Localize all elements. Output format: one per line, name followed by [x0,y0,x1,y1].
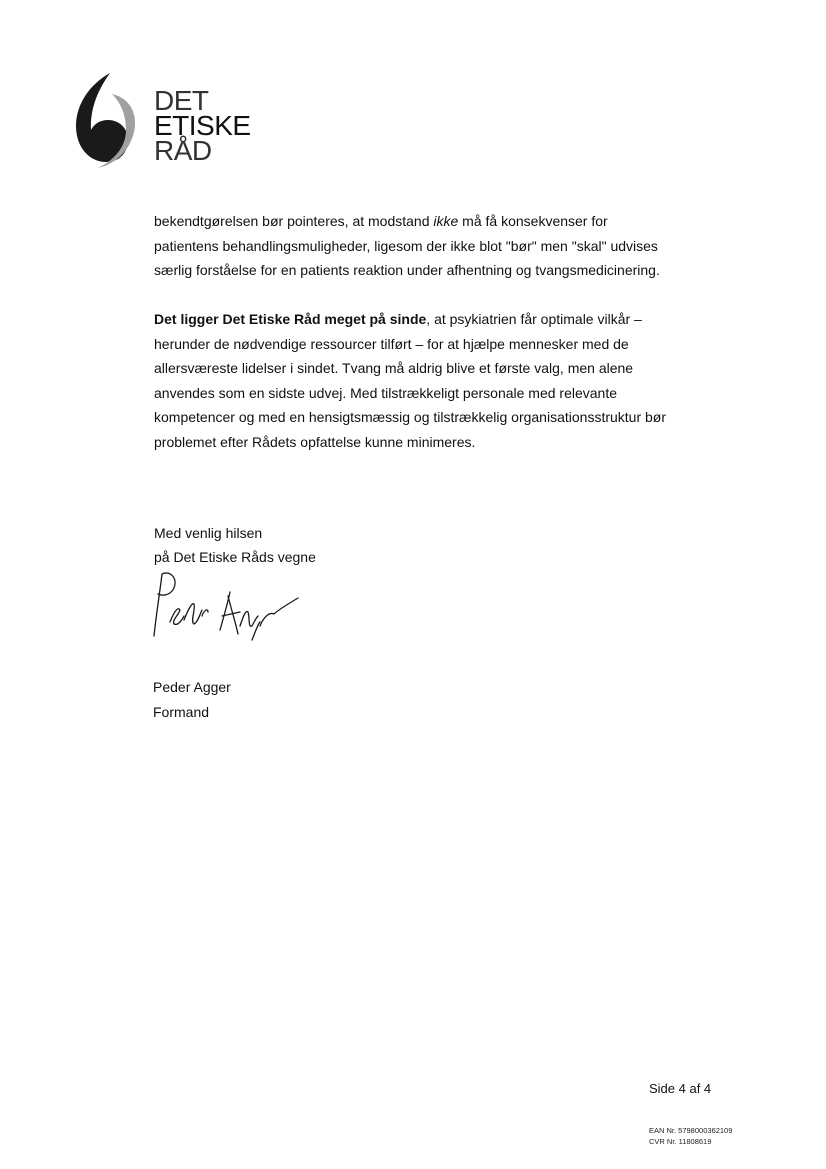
logo-line-etiske: ETISKE [154,110,251,141]
signer-name: Peder Agger [153,679,231,695]
closing [154,521,316,569]
ean-number: EAN Nr. 5798000362109 [649,1126,733,1135]
cvr-number: CVR Nr. 11808619 [649,1137,712,1146]
logo-line-raad: RÅD [154,135,212,166]
logo [72,70,252,170]
paragraph-1 [154,209,674,283]
paragraph-1-part2: må få konsekvenser for patientens behandlingsmuligheder, ligesom der ikke blot "bør" men "skal" udvises særlig forståelse for en patients reaktion under afhentning og tvangsmedicinering. [154,213,660,278]
closing-on-behalf: på Det Etiske Råds vegne [154,549,316,565]
page-number: Side 4 af 4 [649,1081,712,1096]
signature-icon [148,566,308,646]
company-ids [649,1125,732,1147]
paragraph-1-part1: bekendtgørelsen bør pointeres, at modstand [154,213,434,229]
paragraph-1-emphasis: ikke [433,213,459,229]
paragraph-2 [154,307,674,454]
closing-greeting: Med venlig hilsen [154,525,263,541]
logo-line-det: DET [154,85,209,116]
paragraph-2-bold: Det ligger Det Etiske Råd meget på sinde [154,311,427,327]
letter-body [154,209,674,479]
logo-mark-icon [72,70,142,170]
logo-wordmark [154,85,251,166]
paragraph-2-rest: , at psykiatrien får optimale vilkår – herunder de nødvendige ressourcer tilført – for at hjælpe mennesker med de allersværeste lidelser i sindet. Tvang må aldrig blive et første valg, men alene anvendes som en sidste udvej. Med tilstrækkeligt personale med relevante kompetencer og med en hensigtsmæssig og tilstrækkelig organisationsstruktur bør problemet efter Rådets opfattelse kunne minimeres. [154,311,667,450]
signer [153,675,231,725]
signer-title: Formand [153,704,210,720]
